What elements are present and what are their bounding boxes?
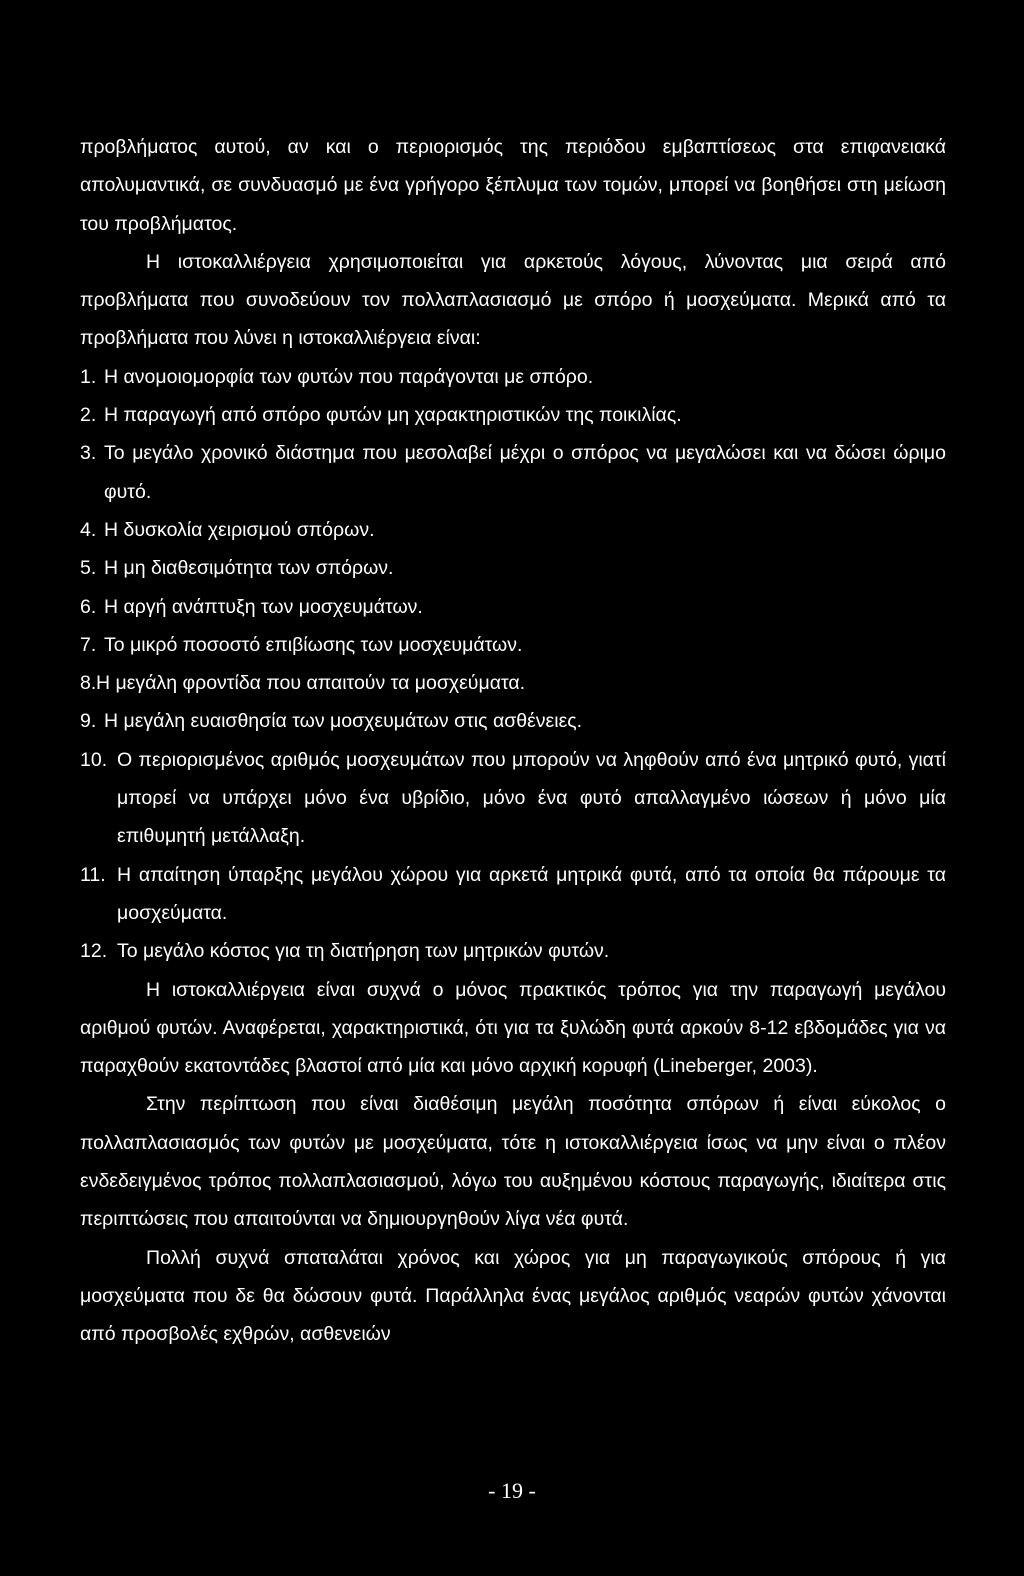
intro-paragraph: Η ιστοκαλλιέργεια χρησιμοποιείται για αρκετούς λόγους, λύνοντας μια σειρά από προβλήματα που συνοδεύουν τον πολλαπλασιασμό με σπόρο ή μοσχεύματα. Μερικά από τα προβλήματα που λύνει η ιστοκαλλιέργεια είναι: xyxy=(80,250,946,350)
page-number: - 19 - xyxy=(488,1478,536,1503)
list-item xyxy=(80,702,946,740)
list-item-text: Ο περιορισμένος αριθμός μοσχευμάτων που μπορούν να ληφθούν από ένα μητρικό φυτό, γιατί μπορεί να υπάρχει μόνο ένα υβρίδιο, μόνο ένα φυτό απαλλαγμένο ιώσεων ή μόνο μία επιθυμητή μετάλλαξη. xyxy=(117,748,946,848)
problems-list xyxy=(80,358,946,971)
list-item-number: 6. xyxy=(80,595,97,618)
list-item xyxy=(80,664,946,702)
list-item-text: Το μεγάλο κόστος για τη διατήρηση των μητρικών φυτών. xyxy=(117,940,610,963)
list-item-number: 3. xyxy=(80,442,97,465)
list-item xyxy=(80,741,946,856)
list-item-text: Η αργή ανάπτυξη των μοσχευμάτων. xyxy=(104,595,423,618)
list-item-number: 4. xyxy=(80,518,97,541)
list-item xyxy=(80,511,946,549)
list-item-text: Η μεγάλη φροντίδα που απαιτούν τα μοσχεύματα. xyxy=(96,672,526,695)
list-item-number: 2. xyxy=(80,404,97,427)
list-item-text: Η μη διαθεσιμότητα των σπόρων. xyxy=(104,557,394,580)
list-item-number: 1. xyxy=(80,365,97,388)
list-item-text: Το μεγάλο χρονικό διάστημα που μεσολαβεί μέχρι ο σπόρος να μεγαλώσει και να δώσει ώριμο φυτό. xyxy=(104,442,946,503)
opening-paragraph: προβλήματος αυτού, αν και ο περιορισμός της περιόδου εμβαπτίσεως στα επιφανειακά απολυμαντικά, σε συνδυασμό με ένα γρήγορο ξέπλυμα των τομών, μπορεί να βοηθήσει στη μείωση του προβλήματος. xyxy=(80,136,946,235)
list-item-text: Το μικρό ποσοστό επιβίωσης των μοσχευμάτων. xyxy=(104,633,523,656)
list-item xyxy=(80,396,946,434)
list-item-text: Η δυσκολία χειρισμού σπόρων. xyxy=(104,518,375,541)
list-item xyxy=(80,932,946,970)
body-paragraph: Η ιστοκαλλιέργεια είναι συχνά ο μόνος πρακτικός τρόπος για την παραγωγή μεγάλου αριθμού φυτών. Αναφέρεται, χαρακτηριστικά, ότι για τα ξυλώδη φυτά αρκούν 8-12 εβδομάδες για να παραχθούν εκατοντάδες βλαστοί από μία και μόνο αρχική κορυφή (Lineberger, 2003). xyxy=(80,978,946,1078)
list-item xyxy=(80,856,946,933)
list-item xyxy=(80,549,946,587)
list-item-number: 12. xyxy=(80,940,108,963)
body-paragraph: Πολλή συχνά σπαταλάται χρόνος και χώρος για μη παραγωγικούς σπόρους ή για μοσχεύματα που δε θα δώσουν φυτά. Παράλληλα ένας μεγάλος αριθμός νεαρών φυτών χάνονται από προσβολές εχθρών, ασθενειών xyxy=(80,1246,946,1346)
list-item-text: Η ανομοιομορφία των φυτών που παράγονται με σπόρο. xyxy=(104,365,594,388)
text-body xyxy=(80,128,946,1354)
list-item xyxy=(80,626,946,664)
list-item-number: 9. xyxy=(80,710,97,733)
list-item-number: 5. xyxy=(80,557,97,580)
list-item-number: 8. xyxy=(80,672,97,695)
list-item-number: 7. xyxy=(80,633,97,656)
list-item-number: 11. xyxy=(80,863,106,886)
list-item-text: Η παραγωγή από σπόρο φυτών μη χαρακτηριστικών της ποικιλίας. xyxy=(104,404,682,427)
list-item xyxy=(80,434,946,511)
body-paragraph: Στην περίπτωση που είναι διαθέσιμη μεγάλη ποσότητα σπόρων ή είναι εύκολος ο πολλαπλασιασμός των φυτών με μοσχεύματα, τότε η ιστοκαλλιέργεια ίσως να μην είναι ο πλέον ενδεδειγμένος τρόπος πολλαπλασιασμού, λόγω του αυξημένου κόστους παραγωγής, ιδιαίτερα στις περιπτώσεις που απαιτούνται να δημιουργηθούν λίγα νέα φυτά. xyxy=(80,1093,946,1231)
list-item xyxy=(80,358,946,396)
list-item-text: Η μεγάλη ευαισθησία των μοσχευμάτων στις ασθένειες. xyxy=(104,710,583,733)
list-item xyxy=(80,588,946,626)
list-item-text: Η απαίτηση ύπαρξης μεγάλου χώρου για αρκετά μητρικά φυτά, από τα οποία θα πάρουμε τα μοσχεύματα. xyxy=(117,863,946,924)
list-item-number: 10. xyxy=(80,748,108,771)
